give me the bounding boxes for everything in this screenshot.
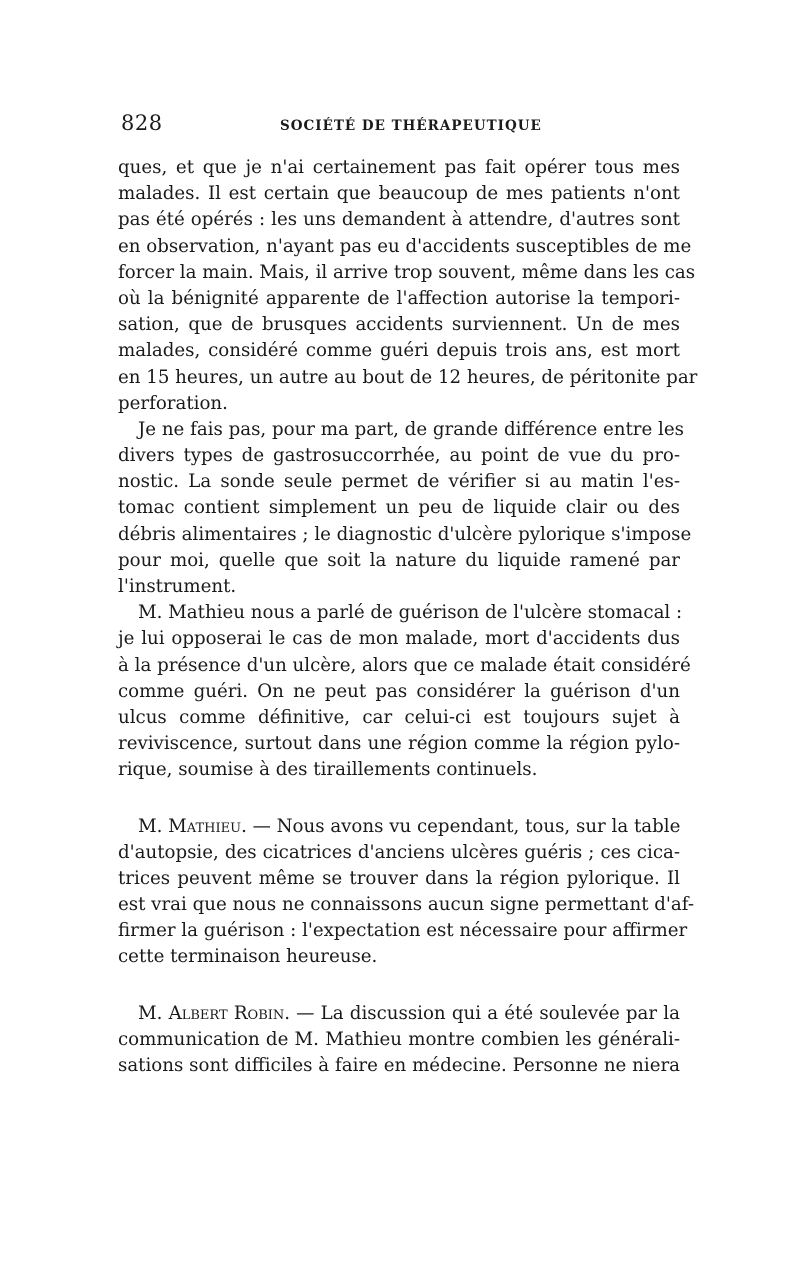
running-head-title: SOCIÉTÉ DE THÉRAPEUTIQUE — [280, 118, 542, 134]
speech-text: Nous avons vu cependant, tous, sur la table — [276, 815, 681, 837]
running-head — [121, 111, 683, 141]
text-line: firmer la guérison : l'expectation est nécessaire pour affirmer — [118, 920, 688, 942]
text-line: M. Mathieu nous a parlé de guérison de l'ulcère stomacal : — [138, 602, 683, 624]
speaker-paragraph-robin — [118, 1001, 680, 1080]
speaker-paragraph-mathieu — [118, 814, 695, 971]
text-line — [118, 814, 680, 840]
paragraph — [118, 417, 692, 600]
text-line: Je ne fais pas, pour ma part, de grande différence entre les — [138, 418, 684, 440]
text-line: ulcus comme définitive, car celui-ci est toujours sujet à — [118, 706, 680, 728]
page-number: 828 — [121, 111, 163, 135]
text-line: perforation. — [118, 392, 228, 414]
body-text — [118, 155, 698, 1079]
speech-text: La discussion qui a été soulevée par la — [320, 1002, 680, 1024]
text-line: comme guéri. On ne peut pas considérer la guérison d'un — [118, 680, 680, 702]
text-line: en 15 heures, un autre au bout de 12 heures, de péritonite par — [118, 366, 698, 388]
text-line: débris alimentaires ; le diagnostic d'ulcère pylorique s'impose — [118, 523, 692, 545]
text-line: divers types de gastrosuccorrhée, au point de vue du pro- — [118, 445, 680, 467]
text-line: reviviscence, surtout dans une région comme la région pylo- — [118, 733, 680, 755]
text-line: communication de M. Mathieu montre combien les générali- — [118, 1028, 680, 1050]
text-line: tomac contient simplement un peu de liquide clair ou des — [118, 497, 680, 519]
text-line: malades, considéré comme guéri depuis trois ans, est mort — [118, 340, 680, 362]
text-line: est vrai que nous ne connaissons aucun signe permettant d'af- — [118, 894, 695, 916]
text-line: à la présence d'un ulcère, alors que ce malade était considéré — [118, 654, 691, 676]
text-line: ques, et que je n'ai certainement pas fait opérer tous mes — [118, 157, 680, 178]
paragraph-gap — [118, 784, 680, 814]
text-line: sations sont difficiles à faire en médecine. Personne ne niera — [118, 1055, 680, 1076]
text-line: trices peuvent même se trouver dans la région pylorique. Il — [118, 867, 680, 889]
text-line: cette terminaison heureuse. — [118, 946, 378, 968]
speaker-name: M. Albert Robin. — [138, 1002, 291, 1024]
em-dash: — — [290, 1002, 321, 1024]
paragraph-gap — [118, 971, 680, 1001]
speaker-name: M. Mathieu. — [138, 815, 247, 837]
text-line: malades. Il est certain que beaucoup de mes patients n'ont — [118, 183, 680, 205]
paragraph — [118, 600, 691, 783]
text-line: je lui opposerai le cas de mon malade, mort d'accidents dus — [118, 628, 680, 650]
em-dash: — — [246, 815, 277, 837]
text-line: en observation, n'ayant pas eu d'accidents susceptibles de me — [118, 235, 692, 257]
text-line: pour moi, quelle que soit la nature du liquide ramené par — [118, 549, 680, 571]
text-line: où la bénignité apparente de l'affection autorise la tempori- — [118, 287, 680, 309]
text-line: nostic. La sonde seule permet de vérifier si au matin l'es- — [118, 471, 680, 493]
paragraph-continuation — [118, 155, 698, 417]
text-line: sation, que de brusques accidents surviennent. Un de mes — [118, 314, 680, 336]
text-line: l'instrument. — [118, 576, 237, 597]
text-line: pas été opérés : les uns demandent à attendre, d'autres sont — [118, 209, 680, 231]
text-line: d'autopsie, des cicatrices d'anciens ulcères guéris ; ces cica- — [118, 841, 680, 863]
text-line: forcer la main. Mais, il arrive trop souvent, même dans les cas — [118, 261, 696, 283]
text-line: rique, soumise à des tiraillements continuels. — [118, 759, 538, 781]
text-line — [118, 1001, 680, 1027]
